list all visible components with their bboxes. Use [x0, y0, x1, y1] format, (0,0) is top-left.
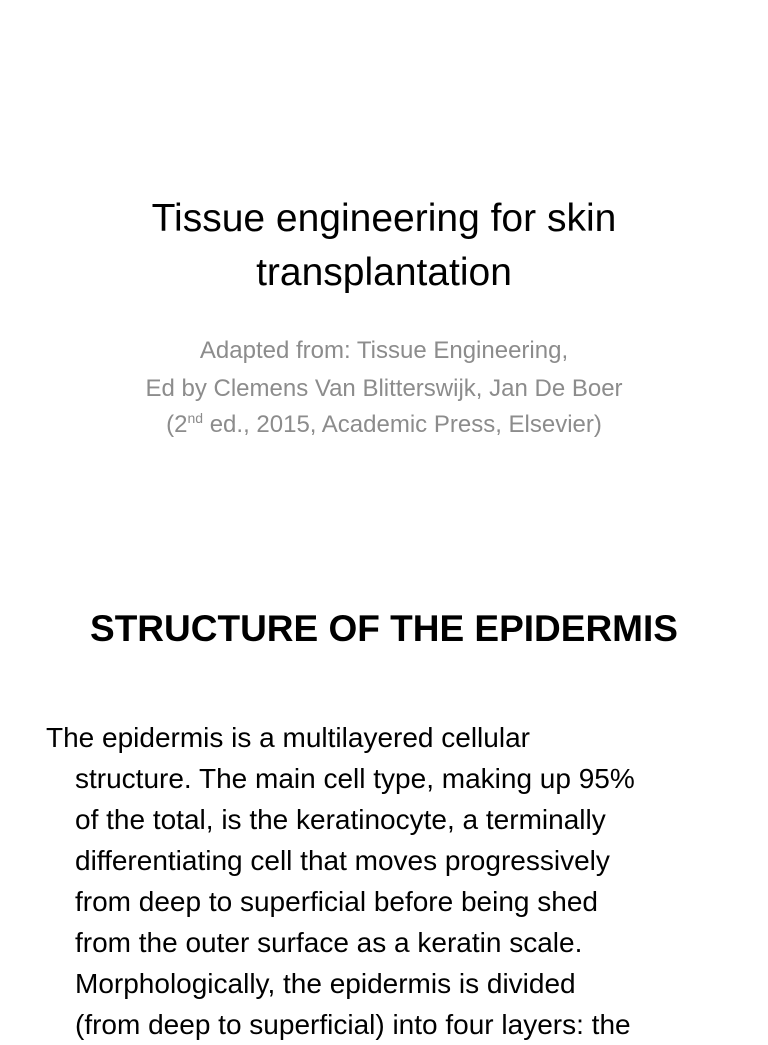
citation-edition-number: (2 [166, 411, 188, 438]
body-line: from the outer surface as a keratin scale. [75, 927, 583, 958]
section-heading: STRUCTURE OF THE EPIDERMIS [90, 608, 678, 649]
body-line: The epidermis is a multilayered cellular [46, 722, 530, 753]
citation-line-3 [0, 406, 768, 444]
body-line: from deep to superficial before being shed [75, 886, 598, 917]
body-line: (from deep to superficial) into four layers: the [75, 1009, 631, 1040]
body-line: Morphologically, the epidermis is divided [75, 968, 576, 999]
citation-publisher: ed., 2015, Academic Press, Elsevier) [203, 411, 602, 438]
body-line: structure. The main cell type, making up 95% [75, 763, 635, 794]
citation-line-2: Ed by Clemens Van Blitterswijk, Jan De Boer [145, 375, 623, 402]
body-paragraph [46, 717, 765, 1045]
body-line: differentiating cell that moves progressively [75, 845, 610, 876]
slide-title-line-1: Tissue engineering for skin [151, 197, 617, 240]
slide-title-line-2: transplantation [256, 251, 512, 294]
slide-title [0, 192, 768, 300]
citation-subtitle [0, 332, 768, 444]
citation-line-1: Adapted from: Tissue Engineering, [199, 337, 569, 364]
body-line: of the total, is the keratinocyte, a terminally [75, 804, 606, 835]
citation-edition-superscript: nd [187, 410, 204, 426]
